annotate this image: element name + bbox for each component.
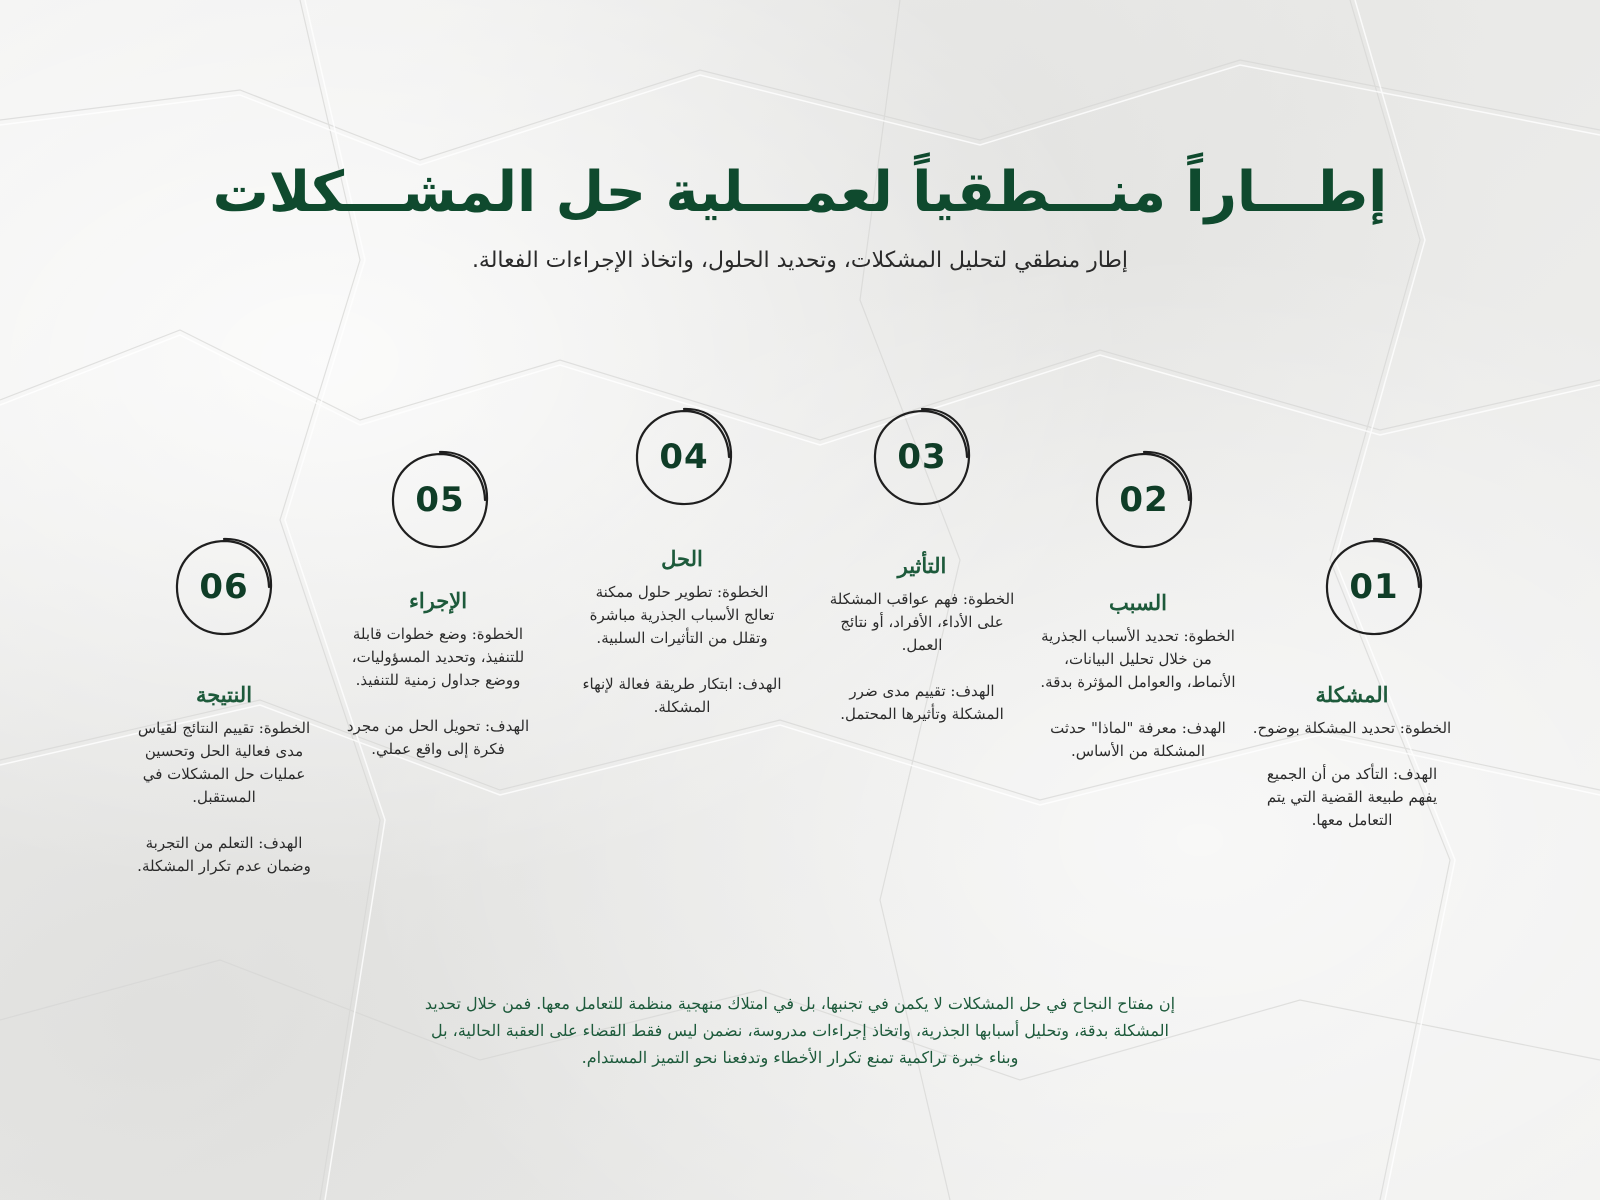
step-goal: الهدف: ابتكار طريقة فعالة لإنهاء المشكلة. bbox=[582, 675, 782, 716]
step-01-badge bbox=[1322, 535, 1426, 639]
step-05 bbox=[338, 588, 538, 761]
footer-paragraph: إن مفتاح النجاح في حل المشكلات لا يكمن في تجنبها، بل في امتلاك منهجية منظمة للتعامل معها. فمن خلال تحديد المشكلة بدقة، وتحليل أسبابها الجذرية، واتخاذ إجراءات مدروسة، نضمن ليس فقط القضاء على العقبة الحالية، بل وبناء خبرة تراكمية تمنع تكرار الأخطاء وتدفعنا نحو التميز المستدام. bbox=[424, 994, 1176, 1067]
step-number: 02 bbox=[1119, 480, 1169, 520]
page-title: إطـــاراً منـــطقياً لعمـــلية حل المشـــكلات bbox=[212, 160, 1388, 225]
step-action: الخطوة: تحديد الأسباب الجذرية من خلال تحليل البيانات، الأنماط، والعوامل المؤثرة بدقة. bbox=[1040, 627, 1236, 691]
step-action: الخطوة: تحديد المشكلة بوضوح. bbox=[1252, 719, 1452, 737]
step-number: 04 bbox=[659, 437, 709, 477]
step-02-badge bbox=[1092, 448, 1196, 552]
step-goal: الهدف: التأكد من أن الجميع يفهم طبيعة القضية التي يتم التعامل معها. bbox=[1266, 765, 1438, 829]
step-action: الخطوة: وضع خطوات قابلة للتنفيذ، وتحديد المسؤوليات، ووضع جداول زمنية للتنفيذ. bbox=[351, 625, 525, 689]
step-action: الخطوة: فهم عواقب المشكلة على الأداء، الأفراد، أو نتائج العمل. bbox=[829, 590, 1015, 654]
step-title: النتيجة bbox=[195, 682, 253, 707]
step-title: التأثير bbox=[897, 553, 947, 578]
step-03-badge bbox=[870, 405, 974, 509]
step-01 bbox=[1252, 682, 1452, 832]
page-subtitle: إطار منطقي لتحليل المشكلات، وتحديد الحلول، واتخاذ الإجراءات الفعالة. bbox=[471, 248, 1129, 273]
step-title: الحل bbox=[661, 546, 703, 571]
step-04 bbox=[582, 546, 782, 719]
step-number: 03 bbox=[897, 437, 947, 477]
step-number: 05 bbox=[415, 480, 465, 520]
step-05-badge bbox=[388, 448, 492, 552]
step-number: 01 bbox=[1349, 567, 1399, 607]
step-title: الإجراء bbox=[408, 588, 468, 613]
step-action: الخطوة: تقييم النتائج لقياس مدى فعالية الحل وتحسين عمليات حل المشكلات في المستقبل. bbox=[137, 719, 311, 806]
step-action: الخطوة: تطوير حلول ممكنة تعالج الأسباب الجذرية مباشرة وتقلل من التأثيرات السلبية. bbox=[589, 583, 775, 647]
step-02 bbox=[1038, 590, 1238, 763]
step-goal: الهدف: تقييم مدى ضرر المشكلة وتأثيرها المحتمل. bbox=[840, 682, 1004, 723]
step-goal: الهدف: معرفة "لماذا" حدثت المشكلة من الأساس. bbox=[1050, 719, 1226, 760]
step-03 bbox=[822, 553, 1022, 726]
step-06 bbox=[124, 682, 324, 878]
step-04-badge bbox=[632, 405, 736, 509]
step-goal: الهدف: التعلم من التجربة وضمان عدم تكرار المشكلة. bbox=[137, 834, 311, 875]
step-goal: الهدف: تحويل الحل من مجرد فكرة إلى واقع عملي. bbox=[346, 717, 530, 758]
step-title: السبب bbox=[1109, 590, 1167, 615]
step-number: 06 bbox=[199, 567, 249, 607]
step-title: المشكلة bbox=[1315, 682, 1389, 707]
step-06-badge bbox=[172, 535, 276, 639]
